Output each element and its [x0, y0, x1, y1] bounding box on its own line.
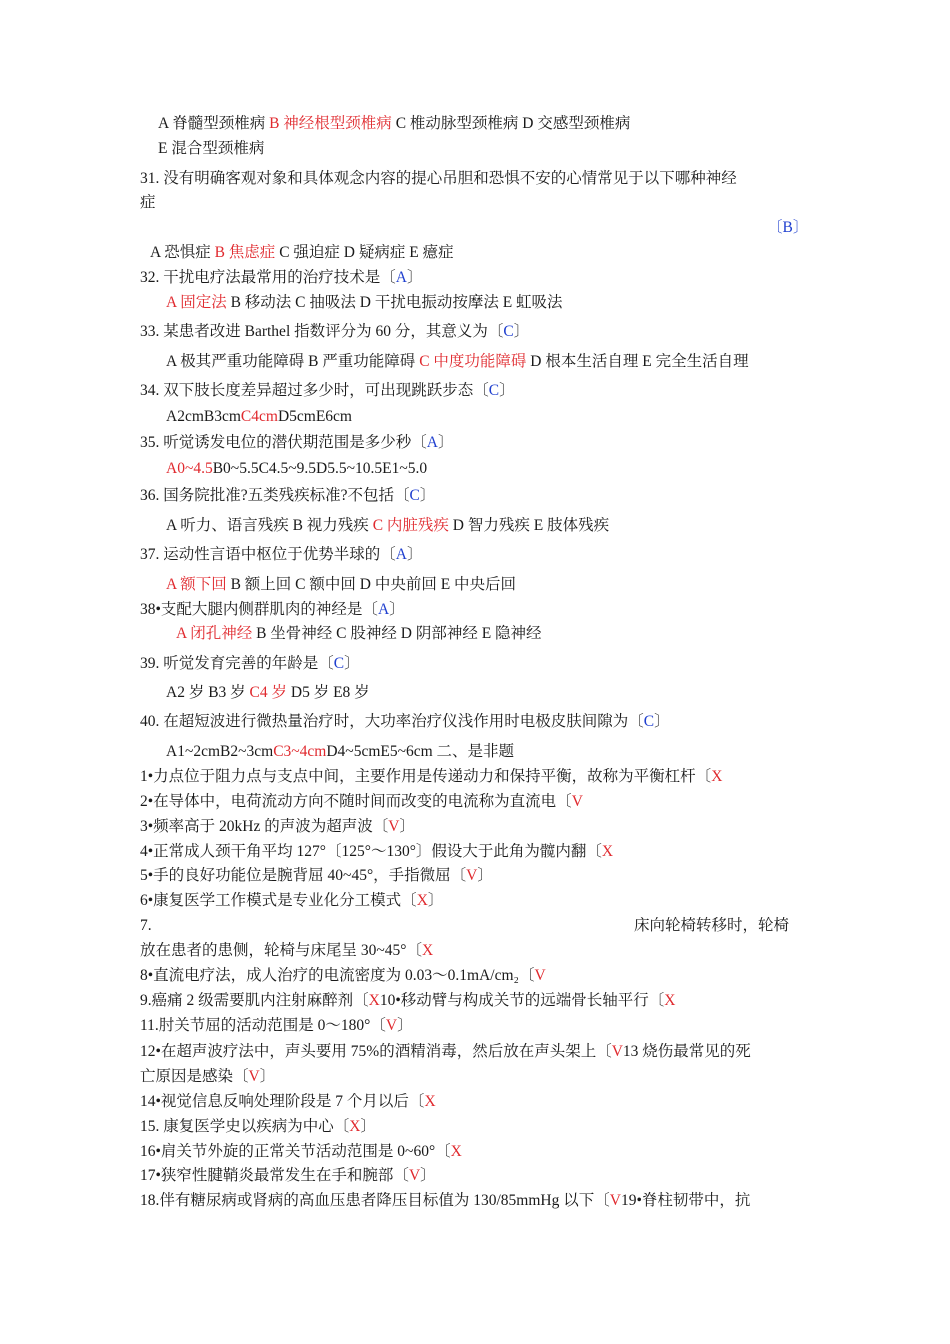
answer-highlight: X	[450, 1143, 462, 1160]
text-run: A 听力、语言残疾 B 视力残疾	[166, 517, 373, 534]
answer-key: C	[333, 655, 345, 672]
text-line	[176, 624, 542, 644]
text-line	[166, 683, 370, 703]
answer-highlight: X	[368, 992, 380, 1009]
text-run: 5•手的良好功能位是腕背屈 40~45°，手指微屈〔	[140, 867, 467, 884]
text-run: A2cmB3cm	[166, 408, 241, 425]
text-line	[166, 575, 516, 595]
text-line	[140, 1067, 275, 1087]
text-run: 〕	[399, 818, 415, 835]
answer-highlight: C 中度功能障碍	[419, 353, 527, 370]
text-run: B 移动法 C 抽吸法 D 干扰电振动按摩法 E 虹吸法	[226, 294, 563, 311]
text-run: 1•力点位于阻力点与支点中间，主要作用是传递动力和保持平衡，故称为平衡杠杆〔	[140, 768, 712, 785]
answer-key: A	[426, 434, 438, 451]
text-run: B 额上回 C 额中回 D 中央前回 E 中央后回	[226, 576, 517, 593]
text-run: 33. 某患者改进 Barthel 指数评分为 60 分，其意义为〔	[140, 323, 504, 340]
text-run: 9.癌痛 2 级需要肌内注射麻醉剂〔	[140, 992, 369, 1009]
text-run: D5 岁 E8 岁	[287, 684, 370, 701]
answer-highlight: X	[711, 768, 723, 785]
text-line	[140, 1042, 751, 1062]
text-line	[140, 381, 515, 401]
answer-key: C	[409, 487, 420, 504]
text-run: 〕	[513, 323, 530, 340]
text-run: 31. 没有明确客观对象和具体观念内容的提心吊胆和恐惧不安的心情常见于以下哪种神经	[140, 170, 737, 187]
text-run: B 坐骨神经 C 股神经 D 阴部神经 E 隐神经	[252, 625, 542, 642]
text-run: D 智力残疾 E 肢体残疾	[448, 517, 610, 534]
text-line	[150, 243, 454, 263]
text-run: 2•在导体中，电荷流动方向不随时间而改变的电流称为直流电〔	[140, 793, 572, 810]
answer-highlight: V	[534, 967, 546, 984]
text-line	[140, 842, 613, 862]
text-run: 〕	[437, 434, 454, 451]
text-run: A1~2cmB2~3cm	[166, 743, 274, 760]
text-line	[140, 866, 493, 886]
text-line	[140, 169, 737, 189]
answer-highlight: V	[466, 867, 478, 884]
answer-highlight: C3~4cm	[273, 743, 327, 760]
text-line	[140, 941, 433, 961]
answer-highlight: V	[609, 1192, 621, 1209]
answer-highlight: X	[421, 942, 434, 959]
text-run: 8•直流电疗法，成人治疗的电流密度为 0.03〜0.1mA/cm₂〔	[140, 967, 535, 984]
text-run: 12•在超声波疗法中，声头要用 75%的酒精消毒，然后放在声头架上〔	[140, 1043, 612, 1060]
answer-key: A	[395, 269, 407, 286]
text-line	[158, 139, 264, 159]
text-line	[140, 891, 443, 911]
text-line	[166, 293, 563, 313]
text-line	[140, 767, 722, 787]
text-run: 17•狭窄性腱鞘炎最常发生在手和腕部〔	[140, 1167, 409, 1184]
text-run: D4~5cmE5~6cm 二、是非题	[326, 743, 515, 760]
text-line	[140, 654, 360, 674]
text-run: 6•康复医学工作模式是专业化分工模式〔	[140, 892, 417, 909]
text-run: 11.肘关节屈的活动范围是 0〜180°〔	[140, 1017, 386, 1034]
answer-highlight: B 神经根型颈椎病	[269, 115, 392, 132]
text-line	[140, 1166, 436, 1186]
text-run: 〕	[477, 867, 493, 884]
text-line	[140, 486, 435, 506]
text-line	[166, 459, 427, 479]
text-run: A 恐惧症	[150, 244, 215, 261]
text-run: 〕	[406, 546, 423, 563]
text-run: 〕	[406, 269, 423, 286]
answer-highlight: V	[408, 1167, 421, 1184]
text-run: A2 岁 B3 岁	[166, 684, 250, 701]
text-run: 40. 在超短波进行微热量治疗时，大功率治疗仪浅作用时电极皮肤间隙为〔	[140, 713, 644, 730]
text-line	[140, 600, 405, 620]
text-line	[140, 916, 152, 936]
answer-highlight: V	[388, 818, 400, 835]
text-line	[140, 1092, 436, 1112]
text-run: 36. 国务院批准?五类残疾标准?不包括〔	[140, 487, 410, 504]
text-run: 37. 运动性言语中枢位于优势半球的〔	[140, 546, 396, 563]
text-run: 放在患者的患侧，轮椅与床尾呈 30~45°〔	[140, 942, 422, 959]
text-run: 〕	[397, 1017, 413, 1034]
text-line	[634, 916, 789, 936]
answer-highlight: X	[664, 992, 676, 1009]
text-line	[140, 966, 546, 986]
answer-highlight: A 闭孔神经	[176, 625, 253, 642]
answer-highlight: C4cm	[240, 408, 278, 425]
text-run: 10•移动臂与构成关节的远端骨长轴平行〔	[379, 992, 665, 1009]
text-run: 〕	[360, 1118, 376, 1135]
text-line	[166, 516, 609, 536]
text-line	[140, 1191, 750, 1211]
answer-highlight: X	[601, 843, 614, 860]
text-run: 16•肩关节外旋的正常关节活动范围是 0~60°〔	[140, 1143, 451, 1160]
text-line	[166, 742, 514, 762]
text-line	[166, 352, 749, 372]
text-line	[140, 322, 529, 342]
text-run: 症	[140, 194, 156, 211]
text-run: 〕	[654, 713, 670, 730]
answer-highlight: X	[349, 1118, 361, 1135]
answer-highlight: V	[611, 1043, 623, 1060]
answer-highlight: A0~4.5	[166, 460, 213, 477]
text-run: 39. 听觉发育完善的年龄是〔	[140, 655, 334, 672]
text-line	[140, 991, 675, 1011]
text-run: C 椎动脉型颈椎病 D 交感型颈椎病	[391, 115, 631, 132]
text-run: 15. 康复医学史以疾病为中心〔	[140, 1118, 350, 1135]
text-run: 32. 干扰电疗法最常用的治疗技术是〔	[140, 269, 396, 286]
text-run: 〕	[389, 601, 405, 618]
text-run: A 脊髓型颈椎病	[158, 115, 270, 132]
answer-key: C	[643, 713, 655, 730]
text-line	[140, 792, 583, 812]
text-run: 〕	[344, 655, 360, 672]
answer-key: A	[377, 601, 390, 618]
text-run: 〕	[427, 892, 444, 909]
text-run: B0~5.5C4.5~9.5D5.5~10.5E1~5.0	[212, 460, 428, 477]
text-run: 〕	[419, 487, 436, 504]
text-run: 18.伴有糖尿病或肾病的高血压患者降压目标值为 130/85mmHg 以下〔	[140, 1192, 610, 1209]
answer-highlight: B 焦虑症	[214, 244, 276, 261]
answer-key: A	[395, 546, 407, 563]
text-run: 7.	[140, 917, 152, 934]
answer-key: C	[503, 323, 514, 340]
text-line	[140, 268, 422, 288]
text-run: 14•视觉信息反响处理阶段是 7 个月以后〔	[140, 1093, 425, 1110]
text-line	[140, 545, 422, 565]
text-run: A 极其严重功能障碍 B 严重功能障碍	[166, 353, 420, 370]
answer-highlight: X	[424, 1093, 436, 1110]
text-run: 35. 听觉诱发电位的潜伏期范围是多少秒〔	[140, 434, 427, 451]
text-run: D 根本生活自理 E 完全生活自理	[526, 353, 749, 370]
answer-key: C	[488, 382, 500, 399]
text-line	[767, 218, 808, 238]
text-run: D5cmE6cm	[277, 408, 352, 425]
text-line	[140, 193, 156, 213]
answer-highlight: X	[416, 892, 428, 909]
answer-highlight: A 固定法	[166, 294, 227, 311]
text-run: 亡原因是感染〔	[140, 1068, 249, 1085]
text-line	[140, 712, 670, 732]
answer-highlight: V	[248, 1068, 260, 1085]
text-line	[140, 1117, 376, 1137]
text-line	[140, 817, 415, 837]
text-run: 3•频率高于 20kHz 的声波为超声波〔	[140, 818, 389, 835]
text-run: C 强迫症 D 疑病症 E 癔症	[275, 244, 454, 261]
text-run: 19•脊柱韧带中，抗	[620, 1192, 751, 1209]
answer-highlight: C4 岁	[249, 684, 288, 701]
text-run: 4•正常成人颈干角平均 127°〔125°〜130°〕假设大于此角为髋内翻〔	[140, 843, 602, 860]
text-line	[140, 1016, 413, 1036]
answer-highlight: V	[385, 1017, 398, 1034]
text-line	[158, 114, 630, 134]
answer-key: 〔B〕	[767, 219, 809, 236]
text-run: 38•支配大腿内侧群肌肉的神经是〔	[140, 601, 378, 618]
answer-highlight: A 额下回	[166, 576, 227, 593]
answer-highlight: V	[571, 793, 583, 810]
answer-highlight: C 内脏残疾	[372, 517, 449, 534]
text-line	[166, 407, 352, 427]
text-run: 〕	[420, 1167, 436, 1184]
text-run: 〕	[259, 1068, 276, 1085]
text-run: 34. 双下肢长度差异超过多少时，可出现跳跃步态〔	[140, 382, 489, 399]
text-run: 床向轮椅转移时，轮椅	[634, 917, 790, 934]
text-line	[140, 1142, 462, 1162]
text-run: 〕	[499, 382, 515, 399]
text-run: 13 烧伤最常见的死	[622, 1043, 751, 1060]
text-line	[140, 433, 453, 453]
text-run: E 混合型颈椎病	[158, 140, 265, 157]
